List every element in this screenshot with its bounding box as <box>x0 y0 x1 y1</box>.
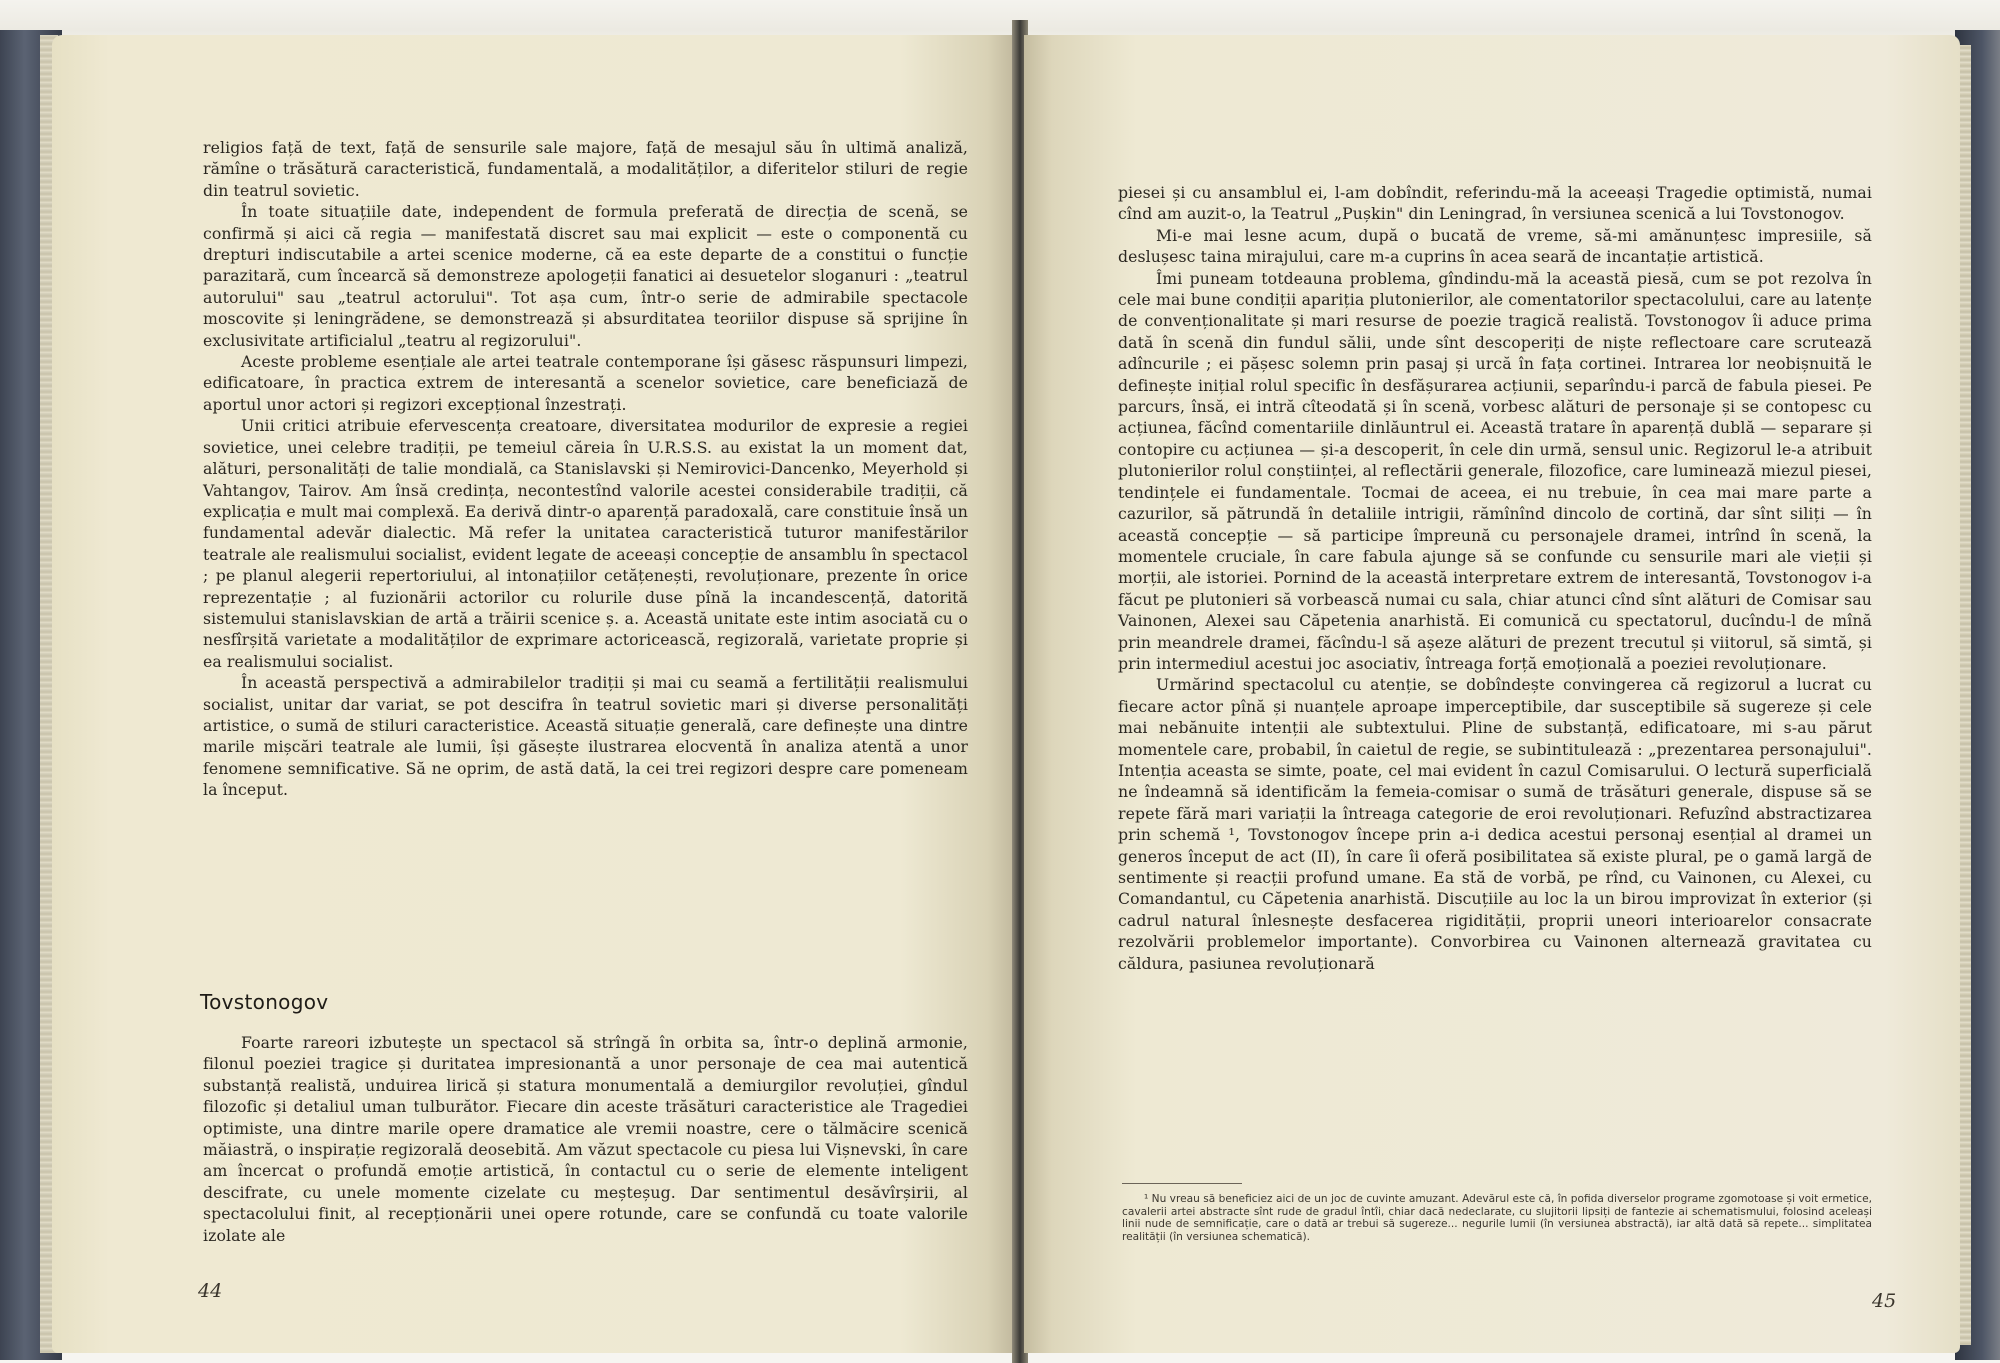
page-number-right: 45 <box>1872 1290 1897 1312</box>
page-number-left: 44 <box>198 1280 223 1302</box>
paragraph: Urmărind spectacolul cu atenție, se dobîndește convingerea că regizorul a lucrat cu fiecare actor pînă și nuanțele aproape imperceptibile, dar susceptibile să sugereze și cele mai nebănuite intenții ale subtextului. Pline de substanță, edificatoare, mi s-au părut momentele care, probabil, în caietul de regie, se subintitulează : „prezentarea personajului". Intenția aceasta se simte, poate, cel mai evident în cazul Comisarului. O lectură superficială ne îndeamnă să identificăm la femeia-comisar o sumă de trăsături generale, dispuse să se repete fără mari variații la întreaga categorie de eroi revoluționari. Refuzînd abstractizarea prin schemă ¹, Tovstonogov începe prin a-i dedica acestui personaj esențial al dramei un generos început de act (II), în care îi oferă posibilitatea să existe plural, pe o gamă largă de sentimente și reacții profund umane. Ea stă de vorbă, pe rînd, cu Vainonen, cu Alexei, cu Comandantul, cu Căpetenia anarhistă. Discuțiile au loc la un birou improvizat în exterior (și cadrul natural înlesnește desfacerea rigidității, proprii uneori interioarelor consacrate rezolvării problemelor importante). Convorbirea cu Vainonen alternează gravitatea cu căldura, pasiunea revoluționară <box>1118 675 1872 973</box>
paragraph: Mi-e mai lesne acum, după o bucată de vreme, să-mi amănunțesc impresiile, să deslușesc taina mirajului, care m-a cuprins în acea seară de incantație artistică. <box>1118 225 1872 267</box>
paragraph: În această perspectivă a admirabilelor tradiții și mai cu seamă a fertilității realismului socialist, unitar dar variat, se pot descifra în teatrul sovietic mari și diverse personalități artistice, o sumă de stiluri caracteristice. Această situație generală, care definește una dintre marile mișcări teatrale ale lumii, își găsește ilustrarea elocventă în analiza atentă a unor fenomene semnificative. Să ne oprim, de astă dată, la cei trei regizori despre care pomeneam la început. <box>203 673 968 800</box>
footnote <box>1122 1193 1872 1243</box>
paragraph: Îmi puneam totdeauna problema, gîndindu-mă la această piesă, cum se pot rezolva în cele mai bune condiții apariția plutonierilor, ale comentatorilor spectacolului, care au latențe de convenționalitate și mari resurse de poezie tragică realistă. Tovstonogov îi aduce prima dată în scenă din fundul sălii, unde sînt descoperiți de niște reflectoare care scrutează adîncurile ; ei pășesc solemn prin pasaj și urcă în fața cortinei. Intrarea lor neobișnuită le definește inițial rolul specific în desfășurarea acțiunii, separîndu-i parcă de fabula piesei. Pe parcurs, însă, ei intră cîteodată și în scenă, vorbesc alături de personaje și se contopesc cu acțiunea, făcînd comentariile dinlăuntrul ei. Această tratare în aparență dublă — separare și contopire cu acțiunea — și-a descoperit, în cele din urmă, sensul unic. Regizorul le-a atribuit plutonierilor rolul conștiinței, al reflectării generale, filozofice, care luminează miezul piesei, tendințele ei fundamentale. Tocmai de aceea, ei nu trebuie, în cea mai mare parte a cazurilor, să pătrundă în detaliile intrigii, rămînînd dincolo de cortină, dar sînt siliți — în această concepție — să participe împreună cu personajele dramei, intrînd în scenă, la momentele cruciale, în care fabula ajunge să se confunde cu sensurile mari ale vieții și morții, ale istoriei. Pornind de la această interpretare extrem de interesantă, Tovstonogov i-a făcut pe plutonieri să vorbească numai cu sala, chiar atunci cînd sînt alături de Comisar sau Vainonen, Alexei sau Căpetenia anarhistă. Ei comunică cu spectatorul, ducîndu-l de mînă prin meandrele dramei, făcîndu-l să așeze alături de prezent trecutul și viitorul, să simtă, și prin intermediul acestui joc asociativ, întreaga forță emoțională a poeziei revoluționare. <box>1118 268 1872 673</box>
paragraph: Aceste probleme esențiale ale artei teatrale contemporane își găsesc răspunsuri limpezi, edificatoare, în practica extrem de interesantă a scenelor sovietice, care beneficiază de aportul unor actori și regizori excepțional înzestrați. <box>203 352 968 414</box>
footnote-rule <box>1122 1183 1242 1184</box>
paragraph: religios față de text, față de sensurile sale majore, față de mesajul său în ultimă analiză, rămîne o trăsătură caracteristică, fundamentală, a modalităților, a diferitelor stiluri de regie din teatrul sovietic. <box>203 138 968 200</box>
right-page <box>1024 35 1960 1353</box>
left-page <box>52 35 1016 1353</box>
paragraph: În toate situațiile date, independent de formula preferată de direcția de scenă, se confirmă și aici că regia — manifestată discret sau mai explicit — este o componentă cu drepturi indiscutabile a artei scenice moderne, că ea este departe de a constitui o funcție parazitară, cum încearcă să demonstreze apologeții fanatici ai desuetelor sloganuri : „teatrul autorului" sau „teatrul actorului". Tot așa cum, într-o serie de admirabile spectacole moscovite și leningrădene, se demonstrează și absurditatea teoriilor dispuse să sprijine în exclusivitate artificialul „teatru al regizorului". <box>203 202 968 350</box>
paragraph: Unii critici atribuie efervescența creatoare, diversitatea modurilor de expresie a regiei sovietice, unei celebre tradiții, pe temeiul căreia în U.R.S.S. au existat la un moment dat, alături, personalități de talie mondială, ca Stanislavski și Nemirovici-Dancenko, Meyerhold și Vahtangov, Tairov. Am însă credința, necontestînd valorile acestei considerabile tradiții, că explicația e mult mai complexă. Ea derivă dintr-o aparență paradoxală, care constituie însă un fundamental adevăr dialectic. Mă refer la unitatea caracteristică tuturor manifestărilor teatrale ale realismului socialist, evident legate de aceeași concepție de ansamblu în spectacol ; pe planul alegerii repertoriului, al intonațiilor cetățenești, revoluționare, prezente în orice reprezentație ; al fuzionării actorilor cu rolurile duse pînă la incandescență, datorită sistemului stanislavskian de artă a trăirii scenice ș. a. Această unitate este intim asociată cu o nesfîrșită varietate a modalităților de exprimare actoricească, regizorală, varietate proprie și ea realismului socialist. <box>203 416 968 671</box>
section-heading: Tovstonogov <box>200 990 329 1014</box>
paragraph: piesei și cu ansamblul ei, l-am dobîndit, referindu-mă la aceeași Tragedie optimistă, numai cînd am auzit-o, la Teatrul „Pușkin" din Leningrad, în versiunea scenică a lui Tovstonogov. <box>1118 183 1872 224</box>
right-page-body <box>1118 182 1872 974</box>
left-page-body-top <box>203 137 968 801</box>
footnote-text: ¹ Nu vreau să beneficiez aici de un joc de cuvinte amuzant. Adevărul este că, în pofida diverselor programe zgomotoase și voit ermetice, cavalerii artei abstracte sînt rude de gradul întîi, chiar dacă nedeclarate, cu slujitorii lipsiți de fantezie ai schematismului, folosind aceleași linii nude de semnificație, care o dată ar trebui să sugereze... negurile lumii (în versiunea abstractă), iar altă dată să repete... simplitatea realității (în versiunea schematică). <box>1122 1193 1872 1243</box>
left-page-body-bottom <box>203 1032 968 1246</box>
paragraph: Foarte rareori izbutește un spectacol să strîngă în orbita sa, într-o deplină armonie, filonul poeziei tragice și duritatea impresionantă a unor personaje de cea mai autentică substanță realistă, unduirea lirică și statura monumentală a demiurgilor revoluției, gîndul filozofic și detaliul uman tulburător. Fiecare din aceste trăsături caracteristice ale Tragediei optimiste, una dintre marile opere dramatice ale vremii noastre, cere o tălmăcire scenică măiastră, o inspirație regizorală deosebită. Am văzut spectacole cu piesa lui Vișnevski, în care am încercat o profundă emoție artistică, în contactul cu o serie de elemente inteligent descifrate, cu unele momente cizelate cu meșteșug. Dar sentimentul desăvîrșirii, al spectacolului finit, al recepționării unei opere rotunde, care se confundă cu toate valorile izolate ale <box>203 1033 968 1245</box>
